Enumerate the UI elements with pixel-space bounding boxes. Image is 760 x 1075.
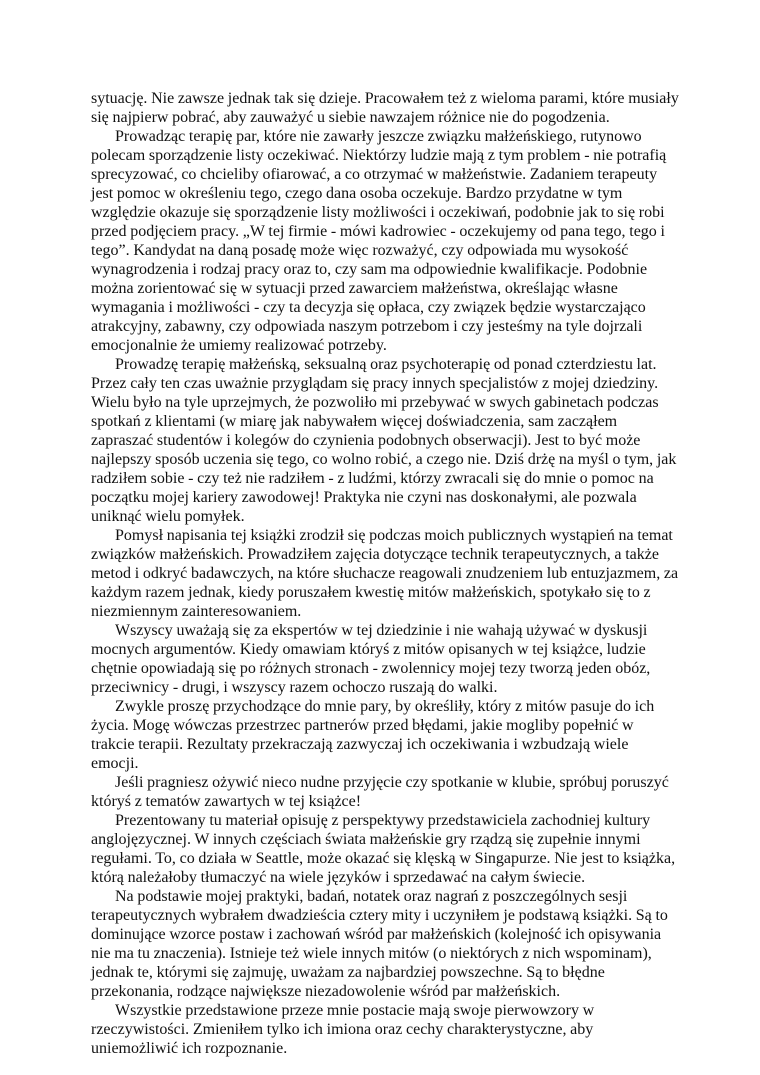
page-text: [91, 89, 679, 1058]
paragraph: Prowadząc terapię par, które nie zawarły jeszcze związku małżeńskiego, rutynowo polecam sporządzenie listy oczekiwać. Niektórzy ludzie mają z tym problem - nie potrafią sprecyzować, co chcieliby ofiarować, a co otrzymać w małżeństwie. Zadaniem terapeuty jest pomoc w określeniu tego, czego dana osoba oczekuje. Bardzo przydatne w tym względzie okazuje się sporządzenie listy możliwości i oczekiwań, podobnie jak to się robi przed podjęciem pracy. „W tej firmie - mówi kadrowiec - oczekujemy od pana tego, tego i tego”. Kandydat na daną posadę może więc rozważyć, czy odpowiada mu wysokość wynagrodzenia i rodzaj pracy oraz to, czy sam ma odpowiednie kwalifikacje. Podobnie można zorientować się w sytuacji przed zawarciem małżeństwa, określając własne wymagania i możliwości - czy ta decyzja się opłaca, czy związek będzie wystarczająco atrakcyjny, zabawny, czy odpowiada naszym potrzebom i czy jesteśmy na tyle dojrzali emocjonalnie że umiemy realizować potrzeby.: [91, 128, 667, 354]
paragraph: Prowadzę terapię małżeńską, seksualną oraz psychoterapię od ponad czterdziestu lat. Przez cały ten czas uważnie przyglądam się pracy innych specjalistów z mojej dziedziny. Wielu było na tyle uprzejmych, że pozwoliło mi przebywać w swych gabinetach podczas spotkań z klientami (w miarę jak nabywałem więcej doświadczenia, sam zacząłem zapraszać studentów i kolegów do czynienia podobnych obserwacji). Jest to być może najlepszy sposób uczenia się tego, co wolno robić, a czego nie. Dziś drżę na myśl o tym, jak radziłem sobie - czy też nie radziłem - z ludźmi, którzy zwracali się do mnie o pomoc na początku mojej kariery zawodowej! Praktyka nie czyni nas doskonałymi, ale pozwala uniknąć wielu pomyłek.: [91, 356, 677, 525]
paragraph: Prezentowany tu materiał opisuję z perspektywy przedstawiciela zachodniej kultury anglojęzycznej. W innych częściach świata małżeńskie gry rządzą się zupełnie innymi regułami. To, co działa w Seattle, może okazać się klęską w Singapurze. Nie jest to książka, którą należałoby tłumaczyć na wiele języków i sprzedawać na całym świecie.: [91, 812, 676, 886]
paragraph: sytuację. Nie zawsze jednak tak się dzieje. Pracowałem też z wieloma parami, które musiały się najpierw pobrać, aby zauważyć u siebie nawzajem różnice nie do pogodzenia.: [91, 90, 679, 126]
paragraph: Pomysł napisania tej książki zrodził się podczas moich publicznych wystąpień na temat związków małżeńskich. Prowadziłem zajęcia dotyczące technik terapeutycznych, a także metod i odkryć badawczych, na które słuchacze reagowali znudzeniem lub entuzjazmem, za każdym razem jednak, kiedy poruszałem kwestię mitów małżeńskich, spotykało się to z niezmiennym zainteresowaniem.: [91, 527, 679, 620]
paragraph: Na podstawie mojej praktyki, badań, notatek oraz nagrań z poszczególnych sesji terapeutycznych wybrałem dwadzieścia cztery mity i uczyniłem je podstawą książki. Są to dominujące wzorce postaw i zachowań wśród par małżeńskich (kolejność ich opisywania nie ma tu znaczenia). Istnieje też wiele innych mitów (o niektórych z nich wspominam), jednak te, którymi się zajmuję, uważam za najbardziej powszechne. Są to błędne przekonania, rodzące największe niezadowolenie wśród par małżeńskich.: [91, 888, 668, 1000]
paragraph: Jeśli pragniesz ożywić nieco nudne przyjęcie czy spotkanie w klubie, spróbuj poruszyć któryś z tematów zawartych w tej książce!: [91, 774, 669, 810]
paragraph: Zwykle proszę przychodzące do mnie pary, by określiły, który z mitów pasuje do ich życia. Mogę wówczas przestrzec partnerów przed błędami, jakie mogliby popełnić w trakcie terapii. Rezultaty przekraczają zazwyczaj ich oczekiwania i wzbudzają wiele emocji.: [91, 698, 655, 772]
paragraph: Wszystkie przedstawione przeze mnie postacie mają swoje pierwowzory w rzeczywistości. Zmieniłem tylko ich imiona oraz cechy charakterystyczne, aby uniemożliwić ich rozpoznanie.: [91, 1002, 595, 1057]
paragraph: Wszyscy uważają się za ekspertów w tej dziedzinie i nie wahają używać w dyskusji mocnych argumentów. Kiedy omawiam któryś z mitów opisanych w tej książce, ludzie chętnie opowiadają się po różnych stronach - zwolennicy mojej tezy tworzą jeden obóz, przeciwnicy - drugi, i wszyscy razem ochoczo ruszają do walki.: [91, 622, 651, 696]
